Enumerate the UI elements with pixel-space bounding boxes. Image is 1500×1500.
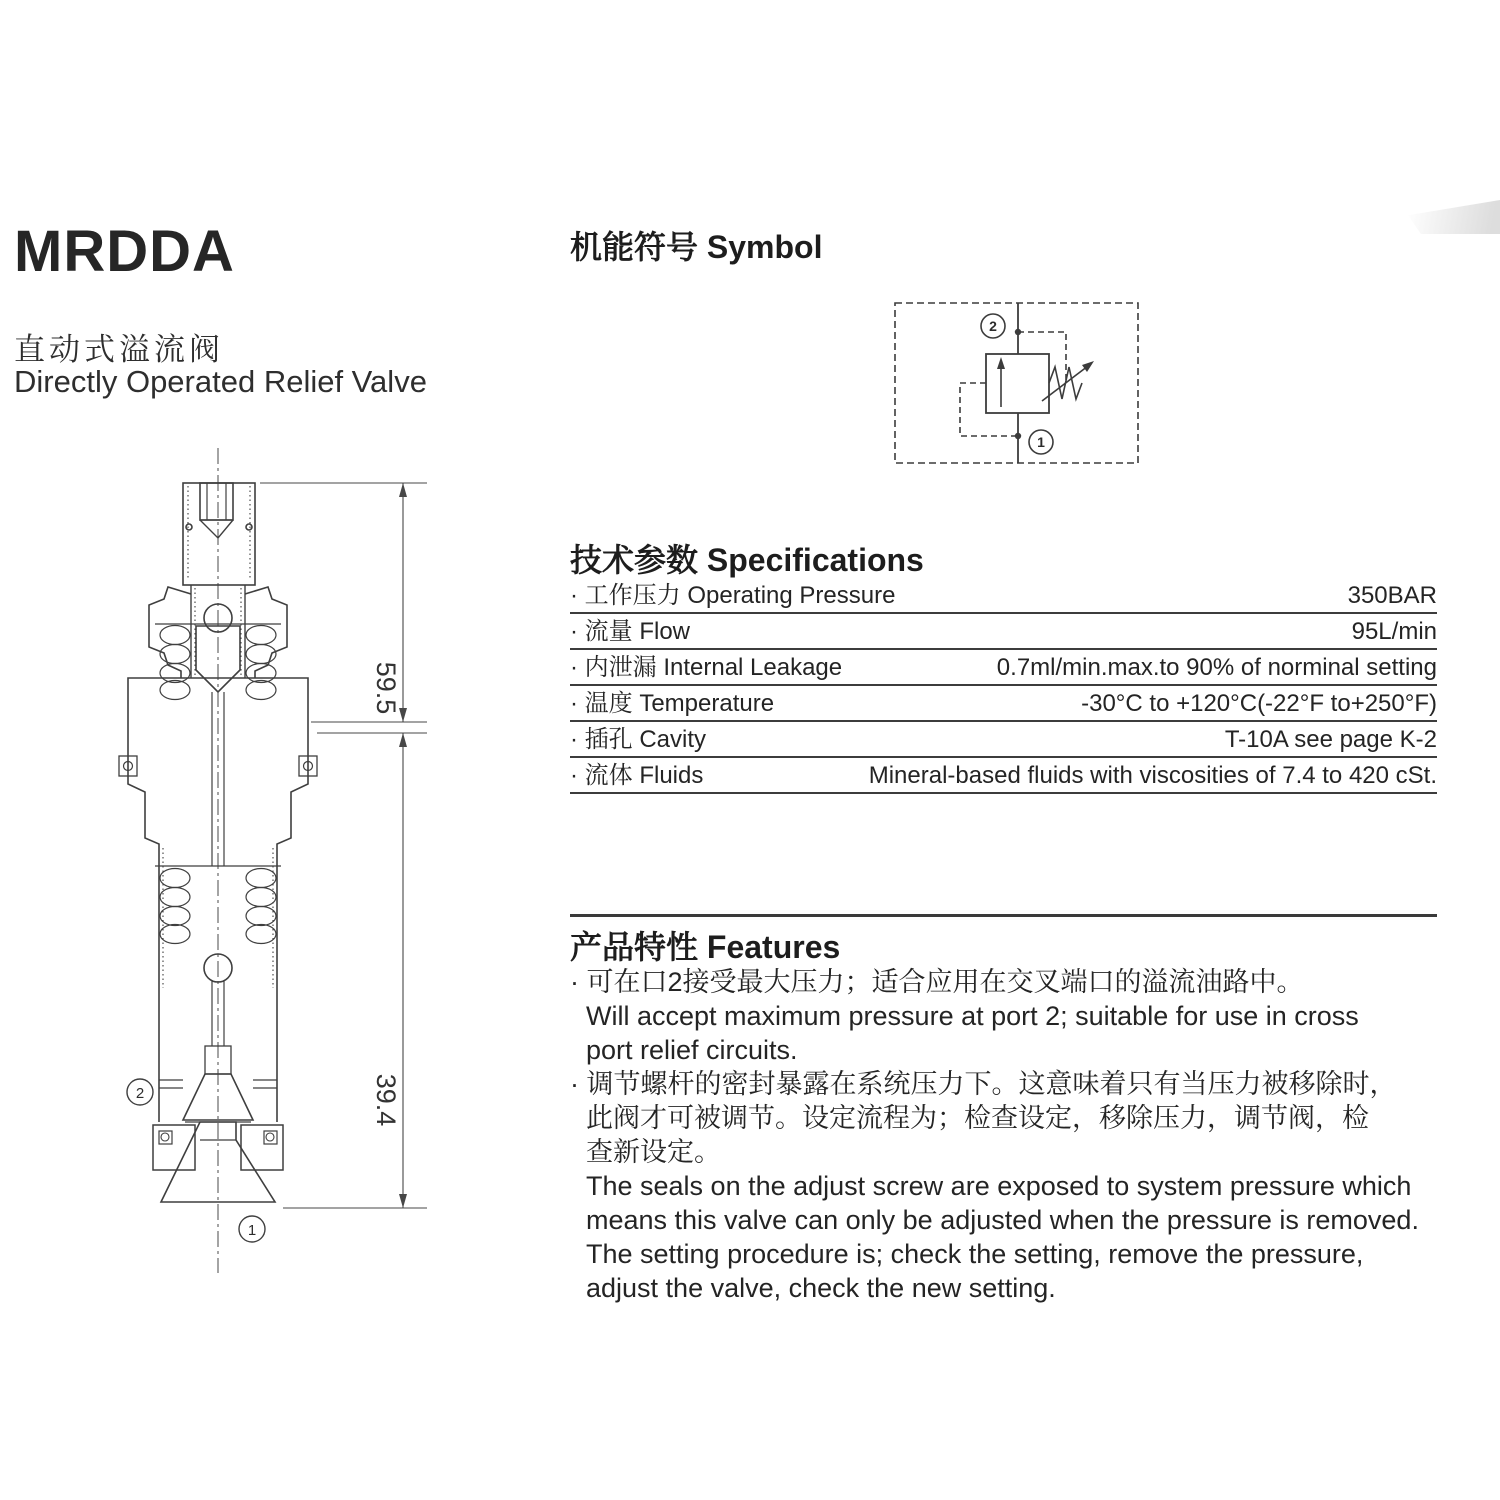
features-text-block [570, 965, 1470, 1305]
page-corner-shade [1408, 200, 1500, 234]
dimension-lower-label: 39.4 [371, 1073, 401, 1127]
symbol-junction-bottom [1015, 433, 1021, 439]
product-title: MRDDA [14, 219, 235, 284]
spec-value: 350BAR [1347, 582, 1437, 609]
features-section-heading: 产品特性 Features [570, 929, 841, 965]
symbol-junction-top [1015, 329, 1021, 335]
spec-row-temperature [570, 686, 1437, 722]
spec-row-cavity [570, 722, 1437, 758]
feature-line: 此阀才可被调节。设定流程为；检查设定，移除压力，调节阀，检 [586, 1103, 1369, 1133]
feature-line: The seals on the adjust screw are exposed to system pressure which [586, 1171, 1412, 1201]
spec-label: · 流量 Flow [570, 618, 690, 645]
spec-label: · 插孔 Cavity [570, 726, 707, 753]
symbol-adjust-arrowhead [1082, 361, 1094, 372]
product-subtitle-english: Directly Operated Relief Valve [14, 364, 427, 399]
spec-label: · 内泄漏 Internal Leakage [570, 654, 843, 681]
symbol-port1-label: 1 [1037, 434, 1045, 450]
feature-line: adjust the valve, check the new setting. [586, 1273, 1056, 1303]
spec-value: 0.7ml/min.max.to 90% of norminal setting [996, 654, 1437, 681]
feature-line: means this valve can only be adjusted when the pressure is removed. [586, 1205, 1419, 1235]
symbol-section-heading: 机能符号 Symbol [570, 229, 823, 265]
specs-section-heading: 技术参数 Specifications [570, 542, 924, 578]
screw-chamfer [200, 520, 233, 538]
spec-row-internal-leakage [570, 650, 1437, 686]
spec-label: · 温度 Temperature [570, 690, 775, 717]
feature-line: · 调节螺杆的密封暴露在系统压力下。这意味着只有当压力被移除时， [570, 1069, 1397, 1099]
spec-value: -30°C to +120°C(-22°F to+250°F) [1081, 690, 1437, 717]
valve-cross-section-drawing [55, 428, 475, 1288]
drawing-port2-label: 2 [135, 1085, 145, 1102]
dimension-upper-label: 59.5 [371, 661, 401, 715]
spec-row-fluids [570, 758, 1437, 794]
spec-label: · 流体 Fluids [570, 762, 704, 789]
feature-line: The setting procedure is; check the setting, remove the pressure, [586, 1239, 1364, 1269]
set-pin-right [246, 524, 252, 530]
set-pin-left [186, 524, 192, 530]
spec-row-flow [570, 614, 1437, 650]
hex-socket [200, 483, 233, 520]
drawing-port1-label: 1 [247, 1222, 257, 1239]
adjust-cap-outline [183, 483, 255, 585]
symbol-port2-label: 2 [989, 318, 997, 334]
spec-value: T-10A see page K-2 [1224, 726, 1437, 753]
hydraulic-symbol-diagram [880, 295, 1160, 475]
symbol-valve-square [986, 354, 1049, 413]
feature-line: port relief circuits. [586, 1035, 798, 1065]
feature-line: 查新设定。 [586, 1137, 721, 1167]
features-separator [570, 914, 1437, 917]
feature-line: · 可在口2接受最大压力；适合应用在交叉端口的溢流油路中。 [570, 967, 1304, 997]
spec-label: · 工作压力 Operating Pressure [570, 582, 896, 609]
feature-line: Will accept maximum pressure at port 2; suitable for use in cross [586, 1001, 1359, 1031]
spec-row-operating-pressure [570, 578, 1437, 614]
specs-table [570, 578, 1437, 794]
product-subtitle-chinese: 直动式溢流阀 [14, 332, 224, 367]
spec-value: 95L/min [1351, 618, 1437, 645]
spec-value: Mineral-based fluids with viscosities of 7.4 to 420 cSt. [868, 762, 1437, 789]
